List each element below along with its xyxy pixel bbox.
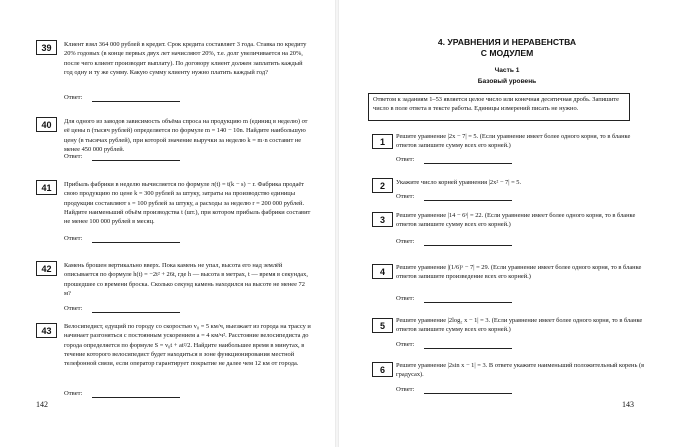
task-number-5: 5 [372,318,393,333]
page-number-right: 143 [622,400,634,409]
task-number-4: 4 [372,264,393,279]
answer-label-43: Ответ: [64,390,83,397]
task-text-5: Решите уравнение |2log₂ x − 1| = 3. (Если уравнение имеет более одного корня, то в бланке ответов запишите сумму всех его корней.) [396,317,643,334]
right-page [340,0,674,447]
answer-field-2[interactable] [424,200,512,201]
answer-field-40[interactable] [92,160,180,161]
level-label: Базовый уровень [477,78,537,85]
task-number-41: 41 [36,180,57,195]
task-number-39: 39 [36,40,57,55]
answer-label-2: Ответ: [396,193,415,200]
task-text-41: Прибыль фабрики в неделю вычисляется по формуле π(t) = t(k − s) − r. Фабрика продаёт свою продукцию по цене k = 300 рублей за штуку, затраты на производство единицы продукции составляют s = 100 рублей за штуку, а расходы за неделю r = 200 000 рублей. Найдите наименьший объём производства t (шт.), при котором прибыль фабрики составит не менее 100 000 рублей в месяц. [64,181,311,226]
answer-field-5[interactable] [424,348,512,349]
task-text-1: Решите уравнение |2x − 7| = 5. (Если уравнение имеет более одного корня, то в бланке ответов запишите сумму всех его корней.) [396,133,631,150]
answer-label-1: Ответ: [396,156,415,163]
task-number-42: 42 [36,261,57,276]
part-label: Часть 1 [494,67,520,74]
answer-field-39[interactable] [92,101,180,102]
task-number-6: 6 [372,362,393,377]
task-text-42: Камень брошен вертикально вверх. Пока камень не упал, высота его над землёй описывается по формуле h(t) = −2t² + 26t, где h — высота в метрах, t — время в секундах, прошедшее со времени броска. Сколько секунд камень находился на высоте не менее 72 м? [64,262,308,297]
answer-label-42: Ответ: [64,305,83,312]
task-number-3: 3 [372,212,393,227]
task-text-6: Решите уравнение |2sin x − 1| = 3. В ответе укажите наименьший положительный корень (в градусах). [396,362,645,379]
answer-field-42[interactable] [92,312,180,313]
task-text-39: Клиент взял 364 000 рублей в кредит. Срок кредита составляет 3 года. Ставка по кредиту 20% годовых (в конце первых двух лет начисляют 20%, т.е. долг увеличивается на 20%, после чего клиент производит выплату). По договору клиент должен заплатить каждый год одну и ту же сумму. Какую сумму клиенту нужно платить каждый год? [64,41,307,76]
chapter-title-line-1: 4. УРАВНЕНИЯ И НЕРАВЕНСТВА [437,37,577,47]
chapter-title-line-2: С МОДУЛЕМ [480,48,534,58]
task-text-2: Укажите число корней уравнения |2x² − 7| = 5. [396,179,522,186]
answer-label-5: Ответ: [396,341,415,348]
answer-label-6: Ответ: [396,386,415,393]
answer-field-3[interactable] [424,245,512,246]
answer-field-41[interactable] [92,242,180,243]
answer-label-40: Ответ: [64,153,83,160]
task-text-3: Решите уравнение |14 − 6ˣ| = 22. (Если уравнение имеет более одного корня, то в бланке ответов запишите сумму всех его корней.) [396,212,636,229]
task-text-43: Велосипедист, едущий по городу со скоростью v₀ = 5 км/ч, выезжает из города на трассу и начинает разгоняться с постоянным ускорением a = 4 км/ч². Расстояние велосипедиста до города определяется по формуле S = v₀t + at²/2. Найдите наибольшее время в минутах, в течение которого велосипедист будет находиться в зоне функционирования местной телефонной связи, если оператор гарантирует покрытие не далее чем 12 км от города. [64,323,311,368]
page-number-left: 142 [36,400,48,409]
answer-field-4[interactable] [424,302,512,303]
book-spine [335,0,339,447]
instruction-box: Ответом к заданиям 1–53 является целое число или конечная десятичная дробь. Запишите число в поле ответа в тексте работы. Единицы измерений писать не нужно. [368,93,630,121]
left-page [0,0,334,447]
task-number-43: 43 [36,323,57,338]
task-text-40: Для одного из заводов зависимость объёма спроса на продукцию m (единиц в неделю) от её цены n (тысяч рублей) определяется по формуле m = 140 − 10n. Найдите наибольшую цену (в тысячах рублей), при которой значение выручки за неделю k = m·n составит не менее 450 000 рублей. [64,118,308,153]
answer-field-6[interactable] [424,393,512,394]
task-number-40: 40 [36,117,57,132]
answer-label-39: Ответ: [64,94,83,101]
answer-label-3: Ответ: [396,238,415,245]
task-text-4: Решите уравнение |(1/6)ˣ − 7| = 29. (Если уравнение имеет более одного корня, то в бланке ответов запишите произведение всех его корней.) [396,264,642,281]
answer-field-1[interactable] [424,163,512,164]
task-number-1: 1 [372,134,393,149]
answer-label-41: Ответ: [64,235,83,242]
task-number-2: 2 [372,178,393,193]
answer-label-4: Ответ: [396,295,415,302]
answer-field-43[interactable] [92,397,180,398]
